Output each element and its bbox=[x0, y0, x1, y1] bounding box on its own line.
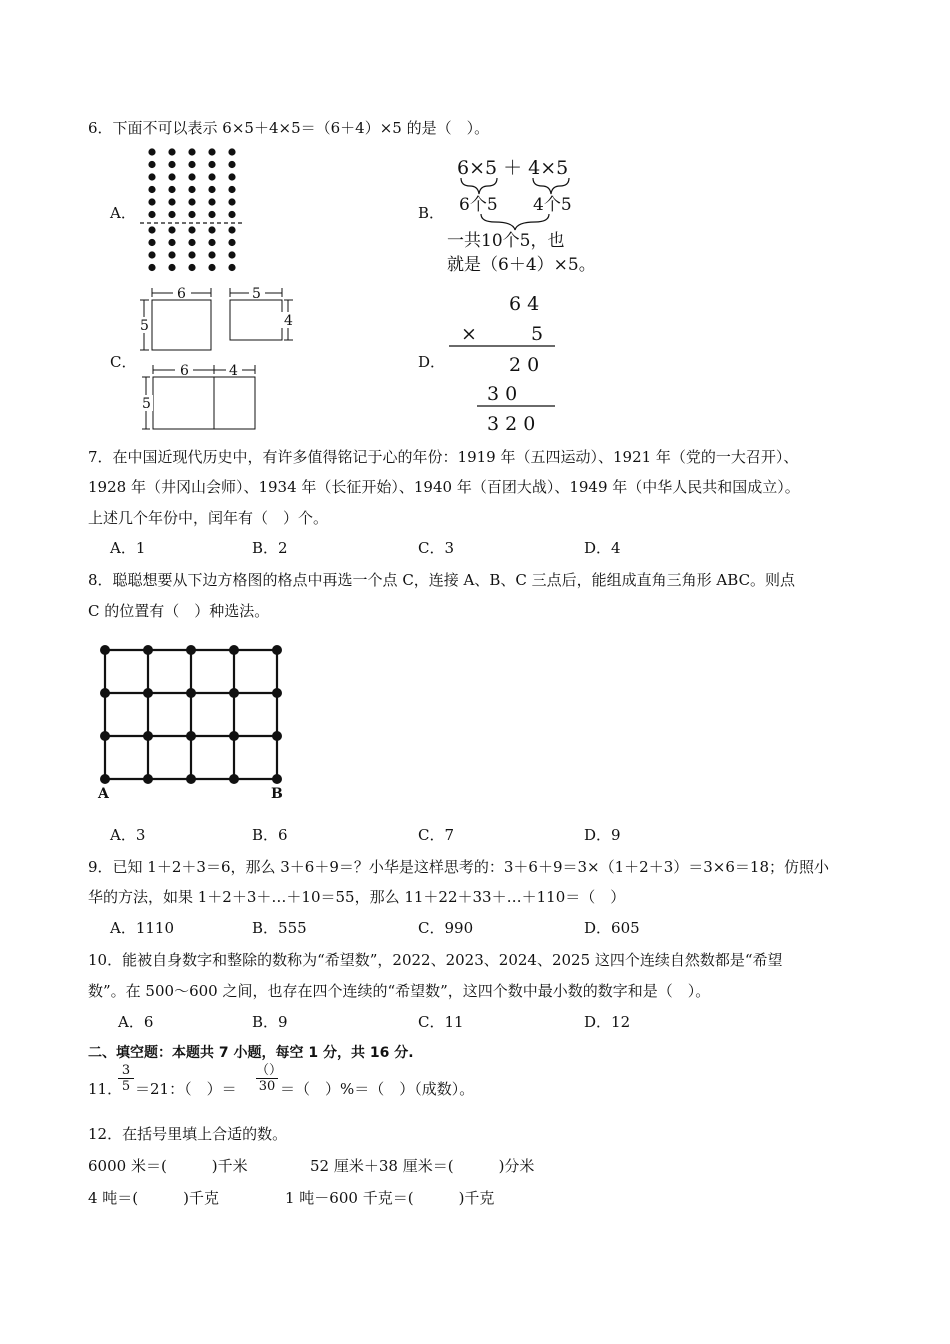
q10-option-d[interactable]: D．12 bbox=[584, 1013, 631, 1031]
q10-line2: 数”。在 500～600 之间，也存在四个连续的“希望数”，这四个数中最小数的数字和是（ ）。 bbox=[88, 982, 711, 1000]
q9-option-d[interactable]: D．605 bbox=[584, 919, 640, 937]
q11-frac2-numerator[interactable]: （） bbox=[256, 1063, 283, 1078]
q8-option-a[interactable]: A．3 bbox=[110, 826, 146, 844]
q6-option-d-label: D． bbox=[418, 353, 446, 371]
dot bbox=[188, 226, 195, 233]
q7-option-b[interactable]: B．2 bbox=[252, 539, 288, 557]
dot bbox=[168, 264, 175, 271]
q8-square-grid bbox=[95, 640, 295, 805]
grid-point[interactable] bbox=[229, 688, 239, 698]
grid-point[interactable] bbox=[186, 688, 196, 698]
grid-point[interactable] bbox=[186, 645, 196, 655]
dot bbox=[208, 148, 215, 155]
dot bbox=[148, 198, 155, 205]
q12-row1-left[interactable]: 6000 米＝( )千米 bbox=[88, 1157, 248, 1175]
b-mid-right-text: 4个5 bbox=[533, 195, 572, 215]
dot bbox=[148, 186, 155, 193]
dot bbox=[228, 173, 235, 180]
c-w3: 6 bbox=[180, 363, 189, 379]
dot bbox=[148, 211, 155, 218]
b-line2-text: 就是（6＋4）×5。 bbox=[447, 255, 596, 275]
b-top-text: 6×5 ＋ 4×5 bbox=[457, 157, 569, 179]
d-row5: 3 2 0 bbox=[487, 413, 536, 435]
c-h3: 5 bbox=[142, 396, 151, 412]
q8-option-d[interactable]: D．9 bbox=[584, 826, 621, 844]
dot bbox=[168, 161, 175, 168]
grid-point[interactable] bbox=[229, 645, 239, 655]
q11-frac2-denominator: 30 bbox=[256, 1078, 278, 1094]
dot bbox=[228, 186, 235, 193]
dot bbox=[188, 198, 195, 205]
grid-point[interactable] bbox=[229, 731, 239, 741]
q11-frac1-numerator: 3 bbox=[121, 1063, 131, 1078]
c-h1: 5 bbox=[140, 318, 149, 334]
dot bbox=[188, 264, 195, 271]
q7-line2: 1928 年（井冈山会师）、1934 年（长征开始）、1940 年（百团大战）、1949 年（中华人民共和国成立）。 bbox=[88, 478, 800, 496]
point-a-label: A bbox=[98, 786, 109, 802]
dot bbox=[228, 264, 235, 271]
dot bbox=[148, 173, 155, 180]
dot bbox=[228, 211, 235, 218]
q7-option-a[interactable]: A．1 bbox=[110, 539, 146, 557]
dot bbox=[208, 161, 215, 168]
dot bbox=[168, 173, 175, 180]
dot bbox=[208, 226, 215, 233]
q10-option-a[interactable]: A．6 bbox=[118, 1013, 154, 1031]
dot bbox=[148, 264, 155, 271]
q8-line1: 8．聪聪想要从下边方格图的格点中再选一个点 C，连接 A、B、C 三点后，能组成直角三角形 ABC。则点 bbox=[88, 571, 796, 589]
dot bbox=[188, 251, 195, 258]
grid-point[interactable] bbox=[272, 688, 282, 698]
dot bbox=[148, 161, 155, 168]
q10-option-b[interactable]: B．9 bbox=[252, 1013, 288, 1031]
q7-line3: 上述几个年份中，闰年有（ ）个。 bbox=[88, 509, 329, 527]
grid-point[interactable] bbox=[143, 731, 153, 741]
grid-point[interactable] bbox=[143, 645, 153, 655]
dot bbox=[208, 186, 215, 193]
q8-line2: C 的位置有（ ）种选法。 bbox=[88, 602, 270, 620]
dot bbox=[148, 148, 155, 155]
q12-row2-left[interactable]: 4 吨＝( )千克 bbox=[88, 1189, 220, 1207]
dot bbox=[228, 239, 235, 246]
grid-point[interactable] bbox=[186, 774, 196, 784]
grid-point[interactable] bbox=[229, 774, 239, 784]
q6-option-d-vertical-multiplication bbox=[445, 288, 560, 438]
dot bbox=[208, 239, 215, 246]
d-row3: 2 0 bbox=[509, 354, 540, 376]
q10-line1: 10．能被自身数字和整除的数称为“希望数”，2022、2023、2024、2025 这四个连续自然数都是“希望 bbox=[88, 951, 783, 969]
dot bbox=[148, 226, 155, 233]
q9-option-b[interactable]: B．555 bbox=[252, 919, 307, 937]
dot bbox=[228, 251, 235, 258]
b-line1-text: 一共10个5，也 bbox=[447, 231, 565, 251]
c-w2: 5 bbox=[252, 286, 261, 302]
q9-line1: 9．已知 1＋2＋3＝6，那么 3＋6＋9＝？小华是这样思考的：3＋6＋9＝3×（1＋2＋3）＝3×6＝18；仿照小 bbox=[88, 858, 830, 876]
q11-part1: ＝21：（ ）＝ bbox=[135, 1080, 237, 1098]
dot bbox=[208, 211, 215, 218]
c-w1: 6 bbox=[177, 286, 186, 302]
point-b-label: B bbox=[271, 786, 283, 802]
q9-option-a[interactable]: A．1110 bbox=[110, 919, 175, 937]
c-h2: 4 bbox=[284, 313, 293, 329]
dot bbox=[168, 186, 175, 193]
dot bbox=[188, 173, 195, 180]
q6-option-c-diagram bbox=[136, 283, 296, 433]
q12-row2-right[interactable]: 1 吨－600 千克＝( )千克 bbox=[285, 1189, 495, 1207]
q11-fraction-1 bbox=[118, 1063, 134, 1094]
q9-line2: 华的方法，如果 1＋2＋3＋…＋10＝55，那么 11＋22＋33＋…＋110＝（ ） bbox=[88, 888, 626, 906]
grid-point[interactable] bbox=[272, 731, 282, 741]
q7-option-d[interactable]: D．4 bbox=[584, 539, 621, 557]
dot bbox=[168, 148, 175, 155]
dot bbox=[168, 251, 175, 258]
grid-point[interactable] bbox=[143, 774, 153, 784]
d-row4: 3 0 bbox=[487, 383, 518, 405]
dot bbox=[208, 173, 215, 180]
q6-option-b-label: B． bbox=[418, 204, 445, 222]
dot bbox=[228, 198, 235, 205]
q11-part2: ＝（ ）%＝（ ）（成数）。 bbox=[280, 1080, 475, 1098]
c-w4: 4 bbox=[229, 363, 238, 379]
q7-option-c[interactable]: C．3 bbox=[418, 539, 455, 557]
b-mid-left-text: 6个5 bbox=[459, 195, 498, 215]
q11-frac1-denominator: 5 bbox=[118, 1078, 134, 1094]
q8-option-c[interactable]: C．7 bbox=[418, 826, 455, 844]
d-row2: 5 bbox=[531, 323, 544, 345]
q6-stem: 6．下面不可以表示 6×5＋4×5＝（6＋4）×5 的是（ ）。 bbox=[88, 119, 490, 137]
q6-option-c-label: C． bbox=[110, 353, 137, 371]
dot bbox=[228, 161, 235, 168]
dot bbox=[208, 264, 215, 271]
q10-option-c[interactable]: C．11 bbox=[418, 1013, 464, 1031]
dot bbox=[188, 161, 195, 168]
dot bbox=[208, 251, 215, 258]
grid-point[interactable] bbox=[100, 731, 110, 741]
q12-row1-right[interactable]: 52 厘米＋38 厘米＝( )分米 bbox=[310, 1157, 535, 1175]
dot bbox=[188, 239, 195, 246]
q6-option-a-dot-array bbox=[140, 145, 250, 275]
grid-point[interactable] bbox=[186, 731, 196, 741]
grid-point[interactable] bbox=[100, 688, 110, 698]
q6-option-a-label: A． bbox=[110, 204, 136, 222]
q11-number: 11． bbox=[88, 1080, 123, 1098]
dot bbox=[228, 226, 235, 233]
q8-option-b[interactable]: B．6 bbox=[252, 826, 288, 844]
grid-point[interactable] bbox=[143, 688, 153, 698]
dot bbox=[228, 148, 235, 155]
grid-point[interactable] bbox=[100, 645, 110, 655]
dot bbox=[188, 211, 195, 218]
d-row1: 6 4 bbox=[509, 293, 540, 315]
q11-fraction-2 bbox=[256, 1063, 283, 1094]
grid-point[interactable] bbox=[100, 774, 110, 784]
dot bbox=[188, 186, 195, 193]
q9-option-c[interactable]: C．990 bbox=[418, 919, 474, 937]
q12-stem: 12．在括号里填上合适的数。 bbox=[88, 1125, 288, 1143]
dot bbox=[168, 211, 175, 218]
dot bbox=[168, 226, 175, 233]
q7-line1: 7．在中国近现代历史中，有许多值得铭记于心的年份：1919 年（五四运动）、1921 年（党的一大召开）、 bbox=[88, 448, 799, 466]
dot bbox=[148, 251, 155, 258]
dot bbox=[168, 239, 175, 246]
dot bbox=[148, 239, 155, 246]
grid-point[interactable] bbox=[272, 774, 282, 784]
dot bbox=[168, 198, 175, 205]
d-mult: × bbox=[461, 323, 477, 345]
q6-option-b-diagram bbox=[445, 148, 615, 278]
dot bbox=[208, 198, 215, 205]
dot bbox=[188, 148, 195, 155]
section-2-heading: 二、填空题：本题共 7 小题，每空 1 分，共 16 分. bbox=[88, 1045, 414, 1061]
grid-point[interactable] bbox=[272, 645, 282, 655]
